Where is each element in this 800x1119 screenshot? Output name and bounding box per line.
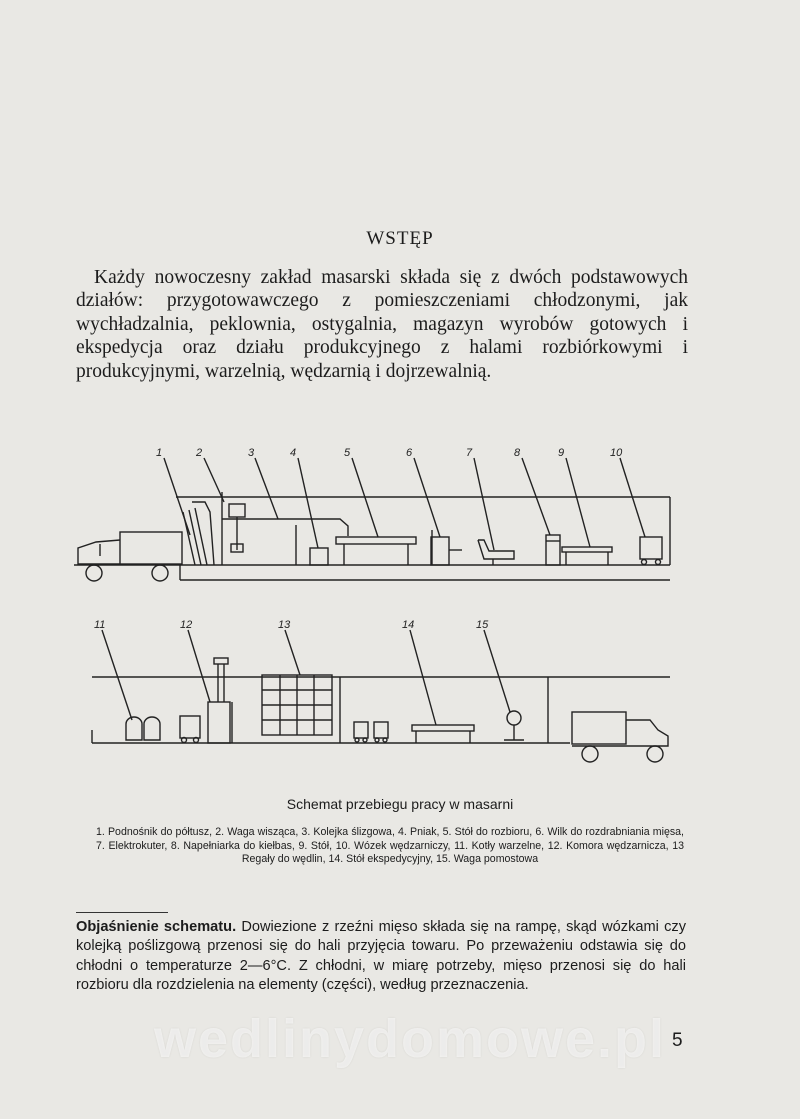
label-13: 13 [278,619,291,631]
kettle [126,717,142,740]
footnote-text: Dowiezione z rzeźni mięso składa się na rampę, skąd wózkami czy kolejką poślizgową przenosi się do hali przyjęcia towaru. Po przeważeniu odstawia się do chłodni o temperaturze 2—6°C. Z chłodni, w miarę potrzeby, mięso przenosi się do hali rozbioru dla rozdzielenia na elementy (części), według przeznaczenia. [76,919,687,994]
section-heading: WSTĘP [366,228,434,249]
workflow-diagram [0,440,800,790]
cutter [478,540,514,559]
label-1: 1 [156,447,163,459]
label-9: 9 [558,447,565,459]
watermark: wedlinydomowe.pl [153,1009,667,1069]
label-5: 5 [344,447,351,459]
truck-body [120,532,182,564]
footnote-paragraph [76,918,686,996]
label-4: 4 [290,447,297,459]
label-14: 14 [402,619,415,631]
intro-paragraph: Każdy nowoczesny zakład masarski składa się z dwóch podstawowych działów: przygotowawczego z pomieszczeniami chłodzonymi, jak wychładzalnia, peklownia, ostygalnia, magazyn wyrobów gotowych i ekspedycja oraz działu produkcyjnego z halami rozbiórkowymi i produkcyjnymi, warzelnią, wędzarnią i dojrzewalnią. [76,267,688,382]
label-8: 8 [514,447,521,459]
label-7: 7 [466,447,473,459]
label-2: 2 [196,447,203,459]
delivery-truck [572,712,626,744]
label-3: 3 [248,447,255,459]
label-11: 11 [94,619,106,631]
cutting-table [336,537,416,544]
smoking-trolley [640,537,662,559]
mincer [431,537,449,565]
page-number: 5 [672,1030,683,1051]
label-10: 10 [610,447,623,459]
smoking-chamber [208,702,230,743]
footnote-lead: Objaśnienie schematu. [76,919,237,935]
chopping-block [310,548,328,565]
platform-scale [507,711,521,725]
dispatch-table [412,725,474,731]
label-12: 12 [180,619,193,631]
label-6: 6 [406,447,413,459]
hanging-scale [229,504,245,517]
footnote-rule [76,912,168,913]
work-table [562,547,612,552]
label-15: 15 [476,619,489,631]
diagram-legend: 1. Podnośnik do półtusz, 2. Waga wisząca, 3. Kolejka ślizgowa, 4. Pniak, 5. Stół do rozbioru, 6. Wilk do rozdrabniania mięsa, 7. Elektrokuter, 8. Napełniarka do kiełbas, 9. Stół, 10. Wózek wędzarniczy, 11. Kotły warzelne, 12. Komora wędzarnicza, 13 Regały do wędlin, 14. Stół ekspedycyjny, 15. Waga pomostowa [96,826,684,866]
diagram-caption: Schemat przebiegu pracy w masarni [286,796,514,812]
sausage-filler [546,535,560,565]
